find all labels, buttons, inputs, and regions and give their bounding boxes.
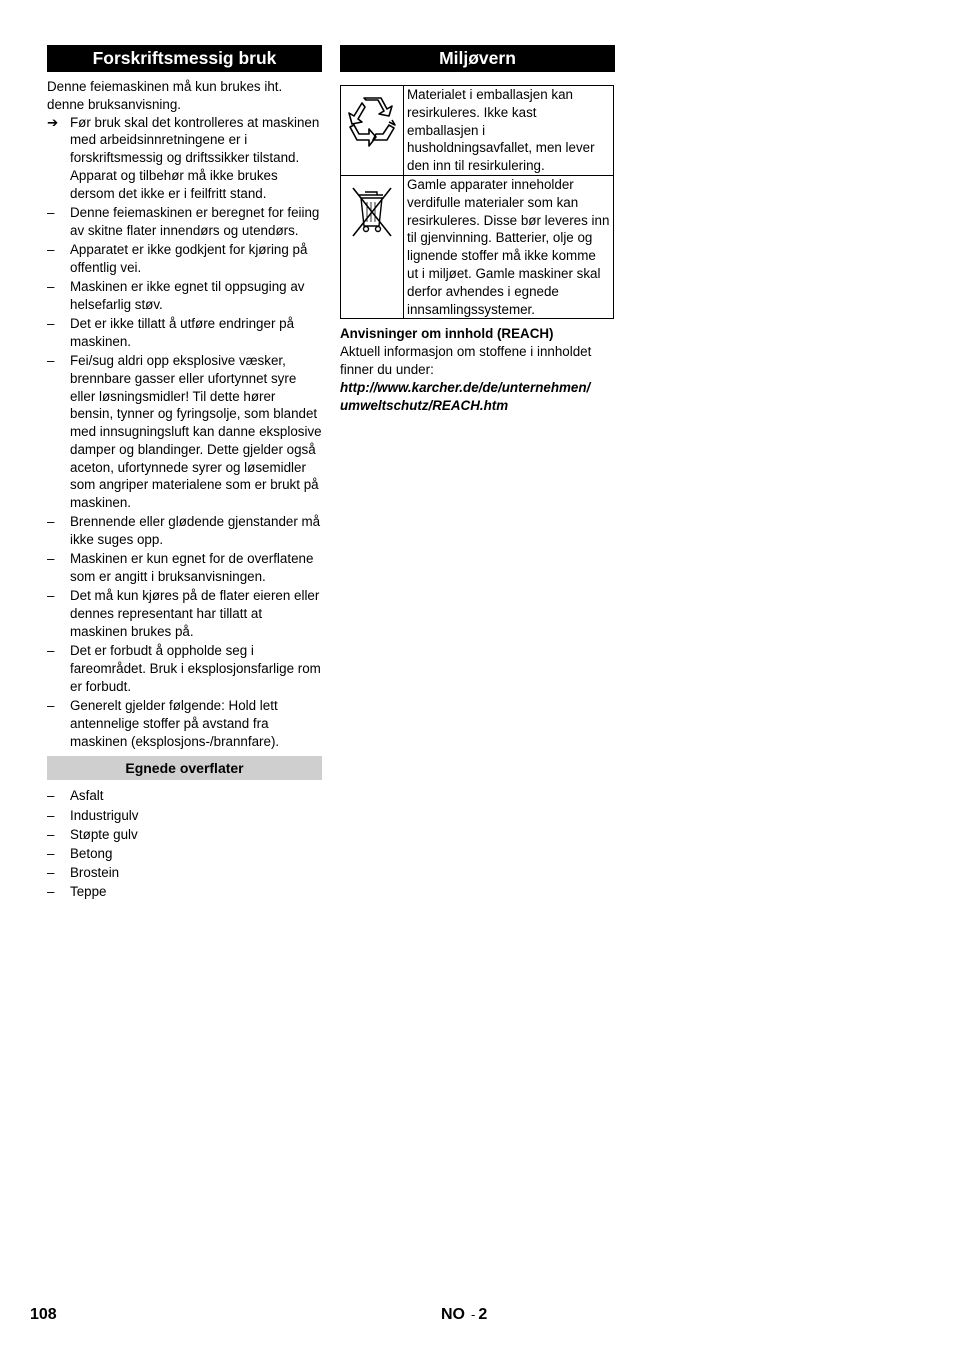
list-item-text: Før bruk skal det kontrolleres at maskinen med arbeidsinnretningene er i forskriftsmessig og driftssikker tilstand. Apparat og tilbehør må ikke brukes dersom det ikke er i feilfritt stand.: [70, 114, 320, 201]
separator: -: [471, 1307, 476, 1322]
list-item: [47, 204, 322, 240]
environment-text-packaging: Materialet i emballasjen kan resirkuleres. Ikke kast emballasjen i husholdningsavfallet, men lever den inn til resirkulering.: [404, 86, 614, 176]
dash-bullet: –: [47, 643, 55, 659]
dash-bullet: –: [47, 807, 55, 823]
list-item-text: Denne feiemaskinen er beregnet for feiing av skitne flater innendørs og utendørs.: [70, 204, 320, 238]
subheading-suitable-surfaces: Egnede overflater: [47, 756, 322, 780]
dash-bullet: –: [47, 278, 55, 294]
crossed-bin-icon: [349, 228, 395, 243]
reach-note-text: Aktuell informasjon om stoffene i innholdet finner du under:: [340, 344, 592, 377]
list-item-text: Maskinen er kun egnet for de overflatene som er angitt i bruksanvisningen.: [70, 551, 314, 585]
environment-table: [340, 85, 614, 319]
usage-rules-list: [47, 114, 322, 751]
right-column: [340, 45, 615, 414]
list-item: [47, 864, 322, 882]
list-item-text: Generelt gjelder følgende: Hold lett antennelige stoffer på avstand fra maskinen (eksplosjons-/brannfare).: [70, 698, 280, 749]
arrow-bullet-icon: ➔: [47, 114, 59, 130]
list-item-text: Apparatet er ikke godkjent for kjøring på offentlig vei.: [70, 241, 308, 275]
list-item-text: Det er ikke tillatt å utføre endringer på maskinen.: [70, 315, 295, 349]
list-item: [47, 352, 322, 512]
dash-bullet: –: [47, 865, 55, 881]
list-item: [47, 883, 322, 901]
list-item: [47, 787, 322, 805]
icon-cell: [341, 86, 404, 176]
list-item: [47, 278, 322, 314]
list-item-text: Brostein: [70, 865, 120, 881]
dash-bullet: –: [47, 826, 55, 842]
list-item: [47, 315, 322, 351]
dash-bullet: –: [47, 788, 55, 804]
list-item-text: Maskinen er ikke egnet til oppsuging av helsefarlig støv.: [70, 278, 305, 312]
list-item-text: Brennende eller glødende gjenstander må ikke suges opp.: [70, 514, 321, 548]
section-heading-intended-use: Forskriftsmessig bruk: [47, 45, 322, 72]
left-column: [47, 45, 322, 903]
table-row: [341, 86, 614, 176]
surfaces-list: [47, 787, 322, 901]
language-page-label: [441, 1306, 487, 1324]
reach-note-title: Anvisninger om innhold (REACH): [340, 326, 554, 342]
dash-bullet: –: [47, 352, 55, 368]
list-item-text: Det er forbudt å oppholde seg i fareområdet. Bruk i eksplosjonsfarlige rom er forbudt.: [70, 643, 321, 694]
dash-bullet: –: [47, 588, 55, 604]
list-item: [47, 845, 322, 863]
dash-bullet: –: [47, 698, 55, 713]
dash-bullet: –: [47, 204, 55, 220]
icon-cell: [341, 175, 404, 318]
dash-bullet: –: [47, 315, 55, 331]
list-item: [47, 642, 322, 695]
list-item: [47, 826, 322, 844]
list-item-text: Teppe: [70, 884, 107, 900]
environment-text-old-devices: Gamle apparater inneholder verdifulle materialer som kan resirkuleres. Disse bør leveres inn til gjenvinning. Batterier, olje og lignende stoffer må ikke komme ut i miljøet. Gamle maskiner skal derfor avhendes i egnede innsamlingssystemer.: [404, 175, 614, 318]
dash-bullet: –: [47, 884, 55, 900]
list-item: [47, 807, 322, 825]
language-page-number: 2: [478, 1306, 488, 1323]
dash-bullet: –: [47, 241, 55, 257]
list-item-text: Asfalt: [70, 788, 104, 804]
dash-bullet: –: [47, 551, 55, 567]
reach-url-line1[interactable]: http://www.karcher.de/de/unternehmen/: [340, 379, 591, 395]
list-item: [47, 550, 322, 586]
list-item: [47, 241, 322, 277]
recycle-icon: [345, 136, 399, 151]
list-item: [47, 587, 322, 640]
list-item-text: Støpte gulv: [70, 826, 138, 842]
section-heading-environment: Miljøvern: [340, 45, 615, 72]
reach-url-line2[interactable]: umweltschutz/REACH.htm: [340, 397, 509, 413]
list-item-text: Det må kun kjøres på de flater eieren eller dennes representant har tillatt at maskinen brukes på.: [70, 588, 320, 640]
list-item: [47, 114, 322, 203]
page-number: 108: [30, 1306, 57, 1323]
list-item: [47, 513, 322, 549]
language-code: NO: [441, 1306, 465, 1323]
table-row: [341, 175, 614, 318]
list-item-text: Betong: [70, 845, 113, 861]
dash-bullet: –: [47, 845, 55, 861]
list-item-text: Industrigulv: [70, 807, 139, 823]
dash-bullet: –: [47, 514, 55, 530]
list-item-text: Fei/sug aldri opp eksplosive væsker, brennbare gasser eller ufortynnet syre eller løsningsmidler! Til dette hører bensin, tynner og fyringsolje, som blandet med innsugningsluft kan danne eksplosive damper og blandinger. Dette gjelder også aceton, ufortynnede syrer og løsemidler som angriper materialene som er brukt på maskinen.: [70, 352, 322, 511]
intro-paragraph: Denne feiemaskinen må kun brukes iht. denne bruksanvisning.: [47, 79, 283, 112]
list-item: [47, 697, 322, 750]
